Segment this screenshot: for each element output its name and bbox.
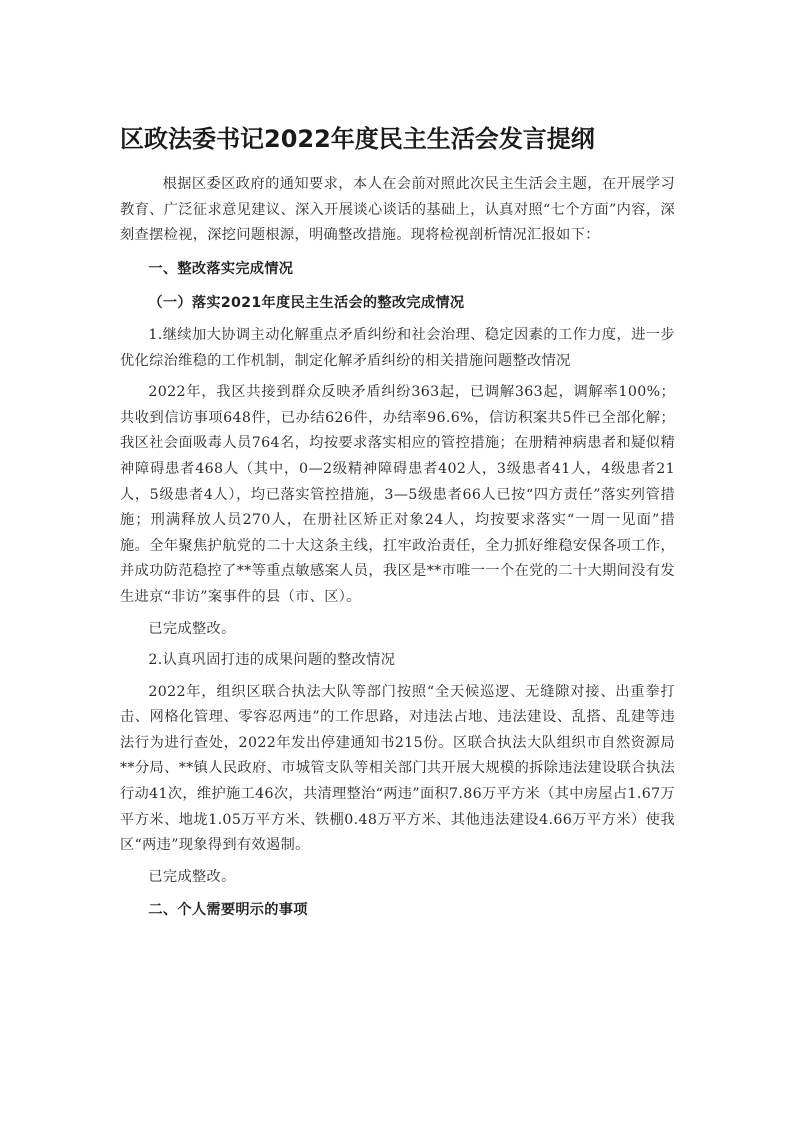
item-1-status: 已完成整改。 — [148, 620, 236, 637]
item-2-status: 已完成整改。 — [148, 868, 236, 885]
item-2-body: 2022年，组织区联合执法大队等部门按照“全天候巡逻、无缝隙对接、出重拳打击、网格化管理、零容忍两违”的工作思路，对违法占地、违法建设、乱搭、乱建等违法行为进行查处，2022年发出停建通知书215份。区联合执法大队组织市自然资源局**分局、**镇人民政府、市城管支队等相关部门共开展大规模的拆除违法建设联合执法行动41次，维护施工46次，共清理整治“两违”面积7.86万平方米（其中房屋占1.67万平方米、地垅1.05万平方米、铁棚0.48万平方米、其他违法建设4.66万平方米）使我区“两违”现象得到有效遏制。 — [120, 683, 675, 854]
section-heading-1: 一、整改落实完成情况 — [148, 260, 294, 277]
document-title: 区政法委书记2022年度民主生活会发言提纲 — [120, 125, 595, 153]
item-2-title: 2.认真巩固打违的成果问题的整改情况 — [148, 652, 396, 669]
section-heading-2: 二、个人需要明示的事项 — [148, 902, 308, 919]
item-1-body: 2022年，我区共接到群众反映矛盾纠纷363起，已调解363起，调解率100%；共收到信访事项648件，已办结626件，办结率96.6%，信访积案共5件已全部化解；我区社会面吸毒人员764名，均按要求落实相应的管控措施；在册精神病患者和疑似精神障碍患者468人（其中，0—2级精神障碍患者402人，3级患者41人，4级患者21人，5级患者4人），均已落实管控措施，3—5级患者66人已按“四方责任”落实列管措施；刑满释放人员270人，在册社区矫正对象24人，均按要求落实“一周一见面”措施。全年聚焦护航党的二十大这条主线，扛牢政治责任，全力抓好维稳安保各项工作，并成功防范稳控了**等重点敏感案人员，我区是**市唯一一个在党的二十大期间没有发生进京“非访”案事件的县（市、区）。 — [120, 384, 675, 605]
item-1-title: 1.继续加大协调主动化解重点矛盾纠纷和社会治理、稳定因素的工作力度，进一步优化综治维稳的工作机制，制定化解矛盾纠纷的相关措施问题整改情况 — [120, 326, 675, 369]
document-body — [120, 172, 675, 924]
subsection-heading-1: （一）落实2021年度民主生活会的整改完成情况 — [148, 295, 465, 312]
intro-paragraph: 根据区委区政府的通知要求，本人在会前对照此次民主生活会主题，在开展学习教育、广泛征求意见建议、深入开展谈心谈话的基础上，认真对照“七个方面”内容，深刻查摆检视，深挖问题根源，明确整改措施。现将检视剖析情况汇报如下： — [120, 176, 675, 244]
